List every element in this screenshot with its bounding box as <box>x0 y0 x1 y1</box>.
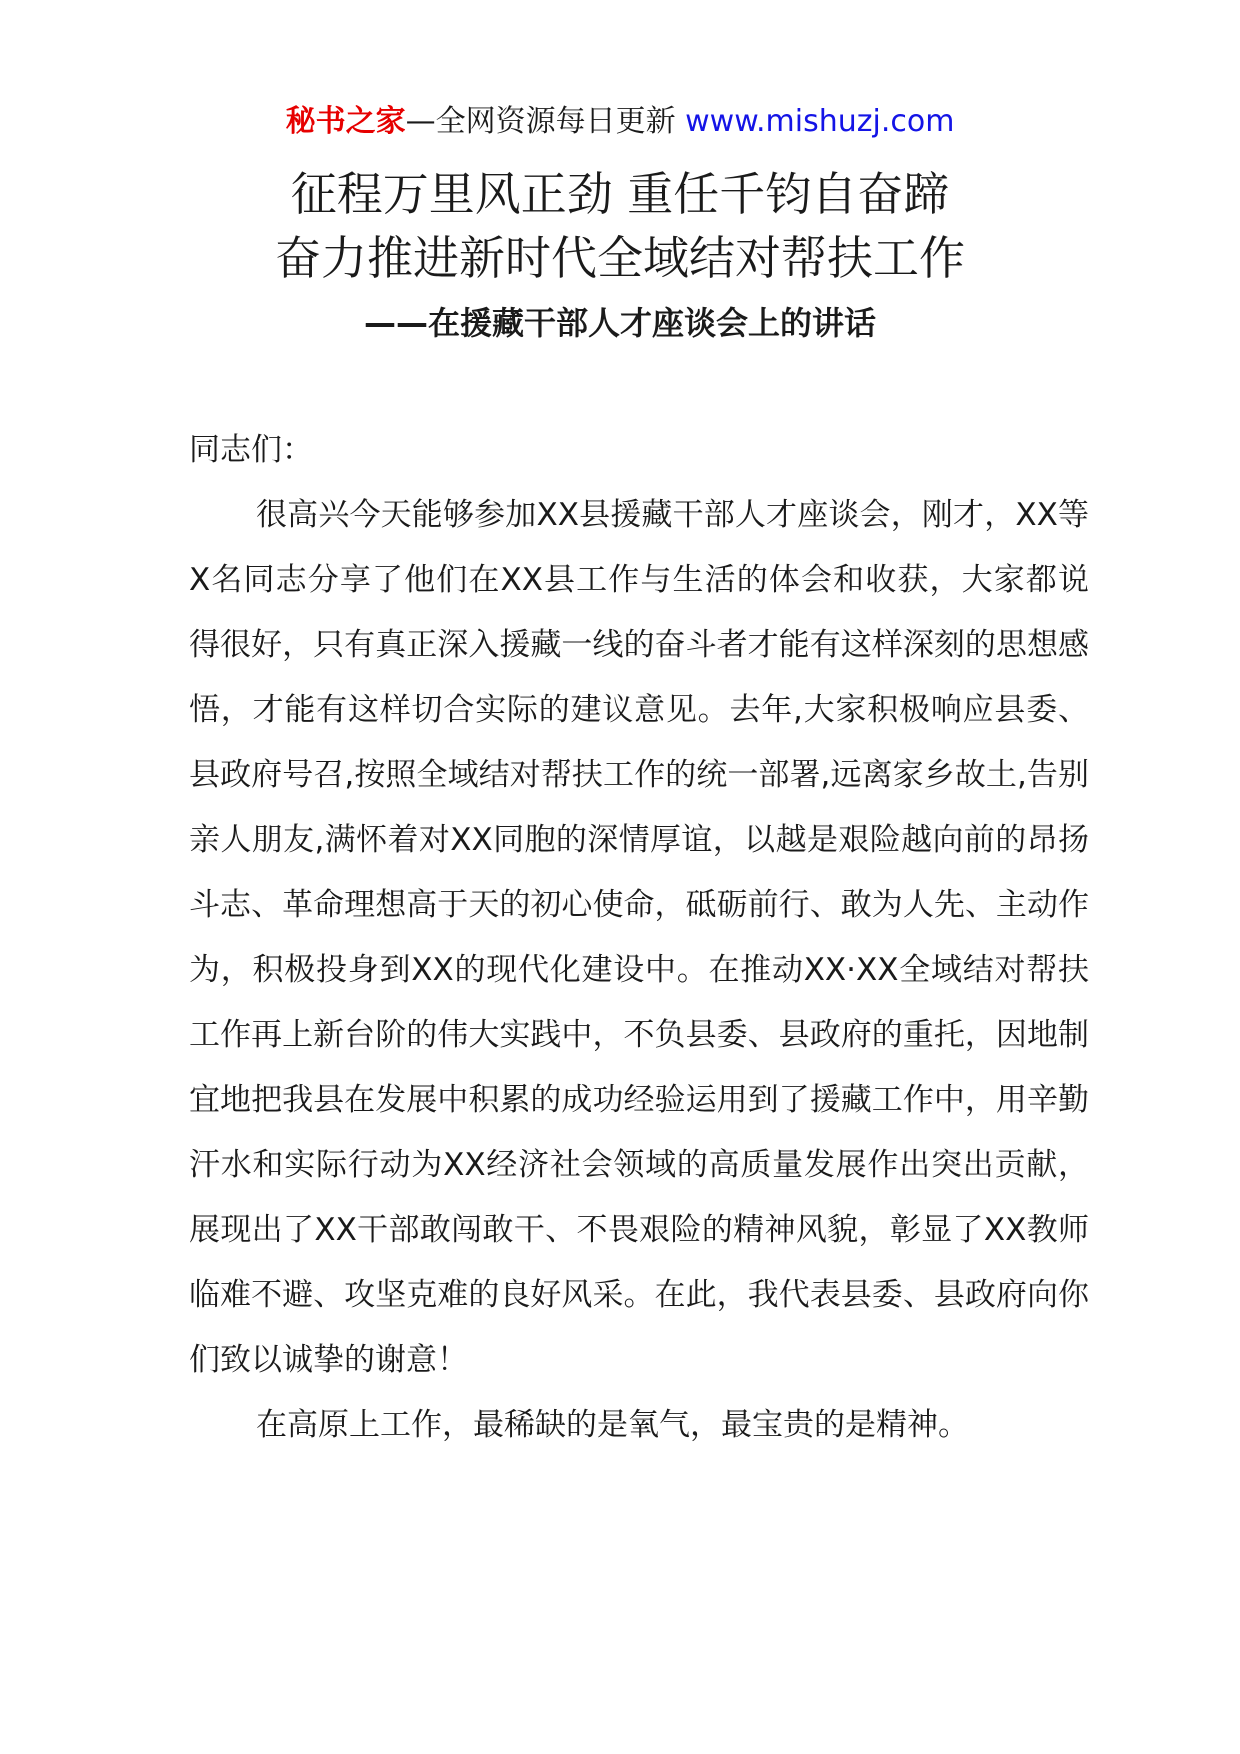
document-subtitle: ——在援藏干部人才座谈会上的讲话 <box>363 304 876 342</box>
header-tagline: —全网资源每日更新 <box>405 104 676 139</box>
document-body <box>189 418 1089 1458</box>
site-url-link[interactable]: www.mishuzj.com <box>685 104 955 139</box>
document-title-line-1: 征程万里风正劲 重任千钧自奋蹄 <box>290 167 950 221</box>
document-title-line-2: 奋力推进新时代全域结对帮扶工作 <box>275 231 965 285</box>
salutation: 同志们： <box>189 432 313 468</box>
body-paragraph: 很高兴今天能够参加XX县援藏干部人才座谈会，刚才，XX等X名同志分享了他们在XX县工作与生活的体会和收获，大家都说得很好，只有真正深入援藏一线的奋斗者才能有这样深刻的思想感悟，才能有这样切合实际的建议意见。去年,大家积极响应县委、县政府号召,按照全域结对帮扶工作的统一部署,远离家乡故土,告别亲人朋友,满怀着对XX同胞的深情厚谊，以越是艰险越向前的昂扬斗志、革命理想高于天的初心使命，砥砺前行、敢为人先、主动作为，积极投身到XX的现代化建设中。在推动XX·XX全域结对帮扶工作再上新台阶的伟大实践中，不负县委、县政府的重托，因地制宜地把我县在发展中积累的成功经验运用到了援藏工作中，用辛勤汗水和实际行动为XX经济社会领域的高质量发展作出突出贡献，展现出了XX干部敢闯敢干、不畏艰险的精神风貌，彰显了XX教师临难不避、攻坚克难的良好风采。在此，我代表县委、县政府向你们致以诚挚的谢意！ <box>189 497 1089 1378</box>
body-paragraph: 在高原上工作，最稀缺的是氧气，最宝贵的是精神。 <box>256 1407 969 1443</box>
brand-name: 秘书之家 <box>285 104 406 139</box>
site-header <box>0 100 1240 144</box>
